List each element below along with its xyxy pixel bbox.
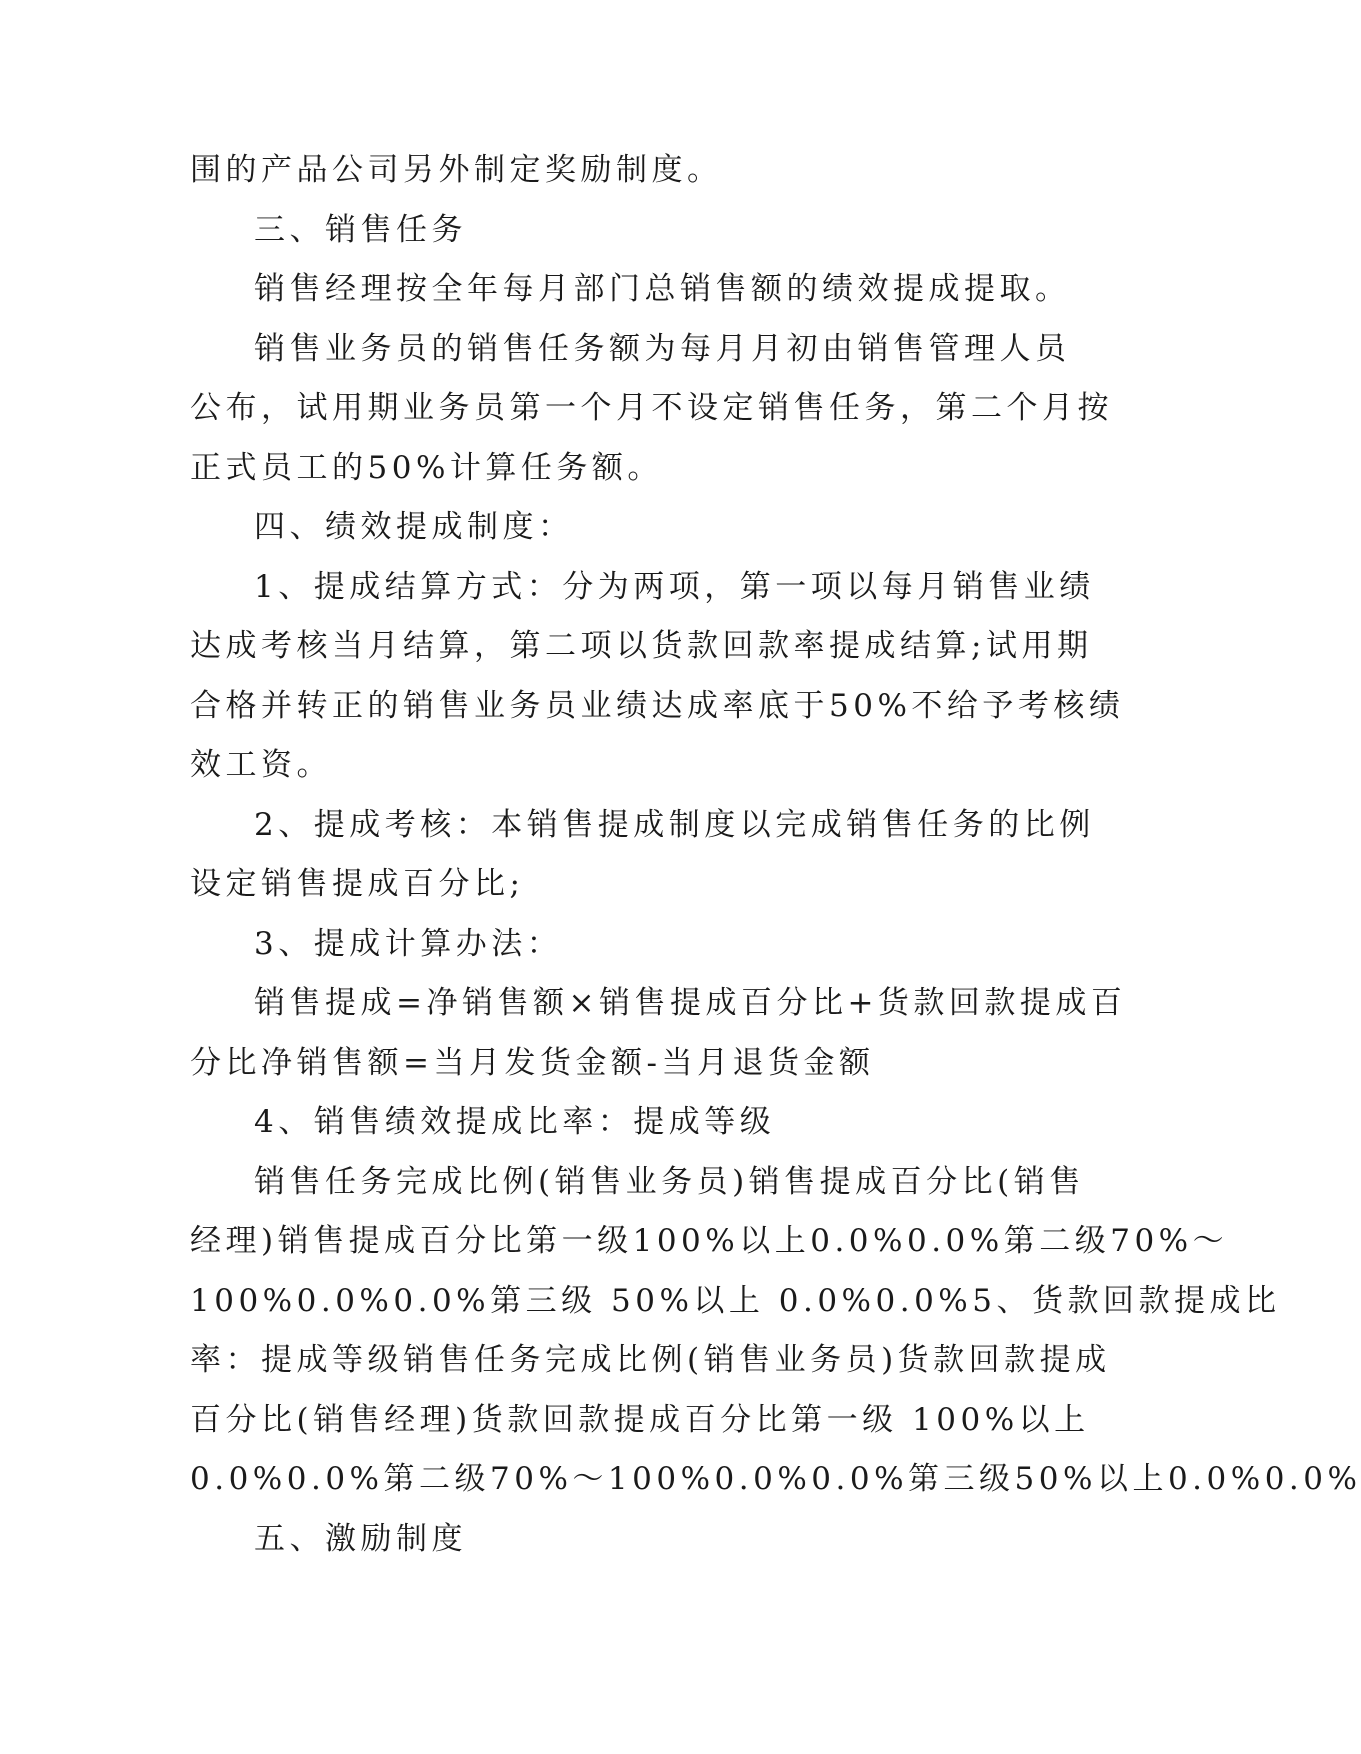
text-line: 设定销售提成百分比; [190, 866, 525, 902]
text-line: 率：提成等级销售任务完成比例(销售业务员)货款回款提成 [190, 1342, 1111, 1378]
section-heading: 四、绩效提成制度： [254, 509, 574, 545]
text-line: 2、提成考核：本销售提成制度以完成销售任务的比例 [254, 807, 1095, 843]
text-line: 0.0%0.0%第二级70%～100%0.0%0.0%第三级50%以上0.0%0.0% [190, 1461, 1361, 1497]
text-line: 销售业务员的销售任务额为每月月初由销售管理人员 [254, 331, 1071, 367]
section-heading: 三、销售任务 [254, 212, 467, 248]
text-line: 100%0.0%0.0%第三级 50%以上 0.0%0.0%5、货款回款提成比 [190, 1283, 1281, 1319]
text-line: 销售经理按全年每月部门总销售额的绩效提成提取。 [254, 271, 1071, 307]
text-line: 4、销售绩效提成比率：提成等级 [254, 1104, 776, 1140]
text-line: 效工资。 [190, 747, 332, 783]
text-line: 达成考核当月结算，第二项以货款回款率提成结算;试用期 [190, 628, 1093, 664]
text-line: 正式员工的50%计算任务额。 [190, 450, 663, 486]
text-line: 分比净销售额=当月发货金额-当月退货金额 [190, 1045, 875, 1081]
text-line: 公布，试用期业务员第一个月不设定销售任务，第二个月按 [190, 390, 1113, 426]
text-line: 3、提成计算办法： [254, 926, 563, 962]
section-heading: 五、激励制度 [254, 1521, 467, 1557]
text-line: 1、提成结算方式：分为两项，第一项以每月销售业绩 [254, 569, 1095, 605]
text-line: 销售任务完成比例(销售业务员)销售提成百分比(销售 [254, 1164, 1085, 1200]
text-line: 围的产品公司另外制定奖励制度。 [190, 152, 723, 188]
text-line: 经理)销售提成百分比第一级100%以上0.0%0.0%第二级70%～ [190, 1223, 1229, 1259]
text-line: 销售提成=净销售额×销售提成百分比+货款回款提成百 [254, 985, 1127, 1021]
text-line: 合格并转正的销售业务员业绩达成率底于50%不给予考核绩 [190, 688, 1125, 724]
text-line: 百分比(销售经理)货款回款提成百分比第一级 100%以上 [190, 1402, 1090, 1438]
